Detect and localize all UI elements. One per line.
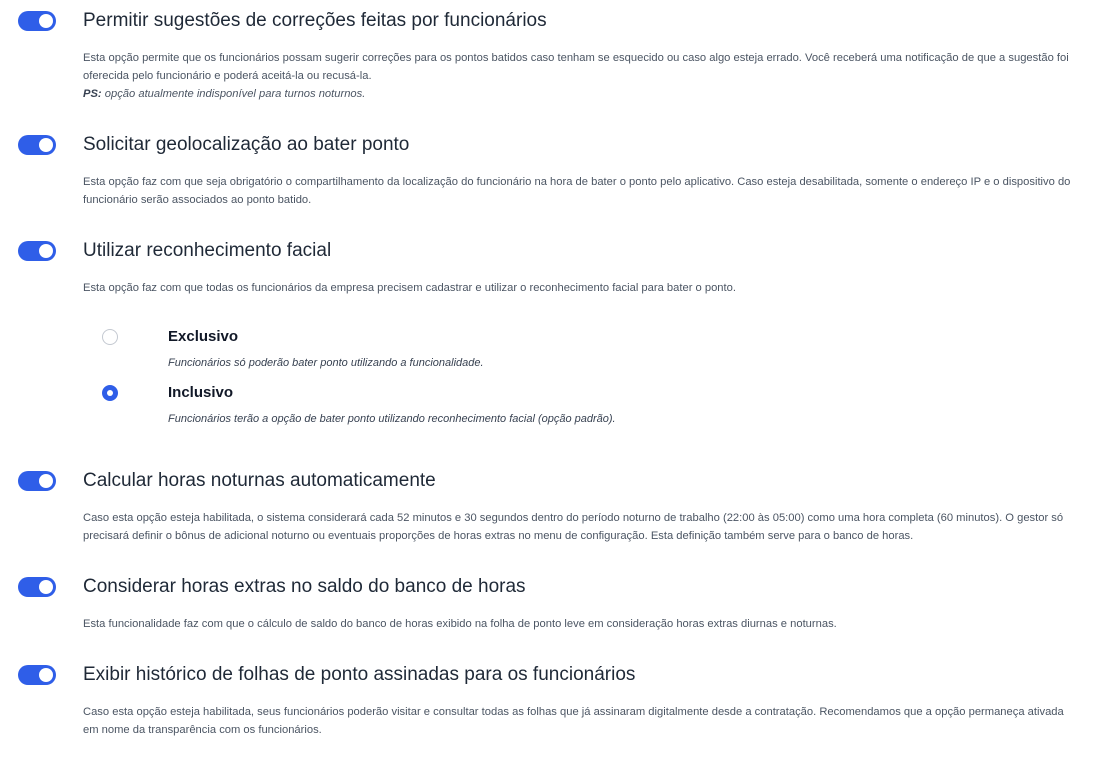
setting-description: Caso esta opção esteja habilitada, seus funcionários poderão visitar e consultar todas as folhas que já assinaram digitalmente desde a contratação. Recomendamos que a opção permaneça ativada em nome da transparência com os funcionários. <box>83 706 1064 736</box>
setting-title: Considerar horas extras no saldo do banco de horas <box>83 576 526 597</box>
radio-label: Inclusivo <box>168 384 234 401</box>
facial-recognition-toggle[interactable] <box>18 241 56 261</box>
toggle-knob <box>39 14 53 28</box>
toggle-knob <box>39 668 53 682</box>
setting-title: Calcular horas noturnas automaticamente <box>83 470 436 491</box>
geolocation-toggle[interactable] <box>18 135 56 155</box>
setting-title: Utilizar reconhecimento facial <box>83 240 332 261</box>
toggle-knob <box>39 138 53 152</box>
employee-corrections-toggle[interactable] <box>18 11 56 31</box>
setting-title: Solicitar geolocalização ao bater ponto <box>83 134 410 155</box>
setting-description: Caso esta opção esteja habilitada, o sistema considerará cada 52 minutos e 30 segundos dentro do período noturno de trabalho (22:00 às 05:00) como uma hora completa (60 minutos). O gestor só precisará definir o bônus de adicional noturno ou eventuais proporções de horas extras no menu de configuração. Esta definição também serve para o banco de horas. <box>83 512 1064 542</box>
overtime-balance-toggle[interactable] <box>18 577 56 597</box>
radio-exclusive[interactable] <box>102 329 118 345</box>
signed-timesheets-toggle[interactable] <box>18 665 56 685</box>
ps-label: PS: <box>83 88 102 100</box>
radio-label: Exclusivo <box>168 328 239 345</box>
description-text: Esta opção permite que os funcionários possam sugerir correções para os pontos batidos caso tenham se esquecido ou caso algo esteja errado. Você receberá uma notificação de que a sugestão foi oferecida pelo funcionário e poderá aceitá-la ou recusá-la. <box>83 52 1069 82</box>
radio-dot <box>107 390 113 396</box>
setting-title: Exibir histórico de folhas de ponto assinadas para os funcionários <box>83 664 636 685</box>
toggle-knob <box>39 244 53 258</box>
radio-description: Funcionários terão a opção de bater ponto utilizando reconhecimento facial (opção padrão). <box>168 413 616 425</box>
setting-description: Esta opção faz com que todas os funcionários da empresa precisem cadastrar e utilizar o reconhecimento facial para bater o ponto. <box>83 282 736 294</box>
toggle-knob <box>39 474 53 488</box>
setting-description: Esta opção faz com que seja obrigatório o compartilhamento da localização do funcionário na hora de bater o ponto pelo aplicativo. Caso esteja desabilitada, somente o endereço IP e o dispositivo do funcionário serão associados ao ponto batido. <box>83 176 1071 206</box>
setting-description <box>83 49 1073 103</box>
ps-note <box>83 85 1073 103</box>
setting-description: Esta funcionalidade faz com que o cálculo de saldo do banco de horas exibido na folha de ponto leve em consideração horas extras diurnas e noturnas. <box>83 618 837 630</box>
ps-text: opção atualmente indisponível para turnos noturnos. <box>104 88 366 100</box>
setting-title: Permitir sugestões de correções feitas por funcionários <box>83 10 547 31</box>
night-hours-toggle[interactable] <box>18 471 56 491</box>
radio-description: Funcionários só poderão bater ponto utilizando a funcionalidade. <box>168 357 484 369</box>
radio-inclusive[interactable] <box>102 385 118 401</box>
toggle-knob <box>39 580 53 594</box>
